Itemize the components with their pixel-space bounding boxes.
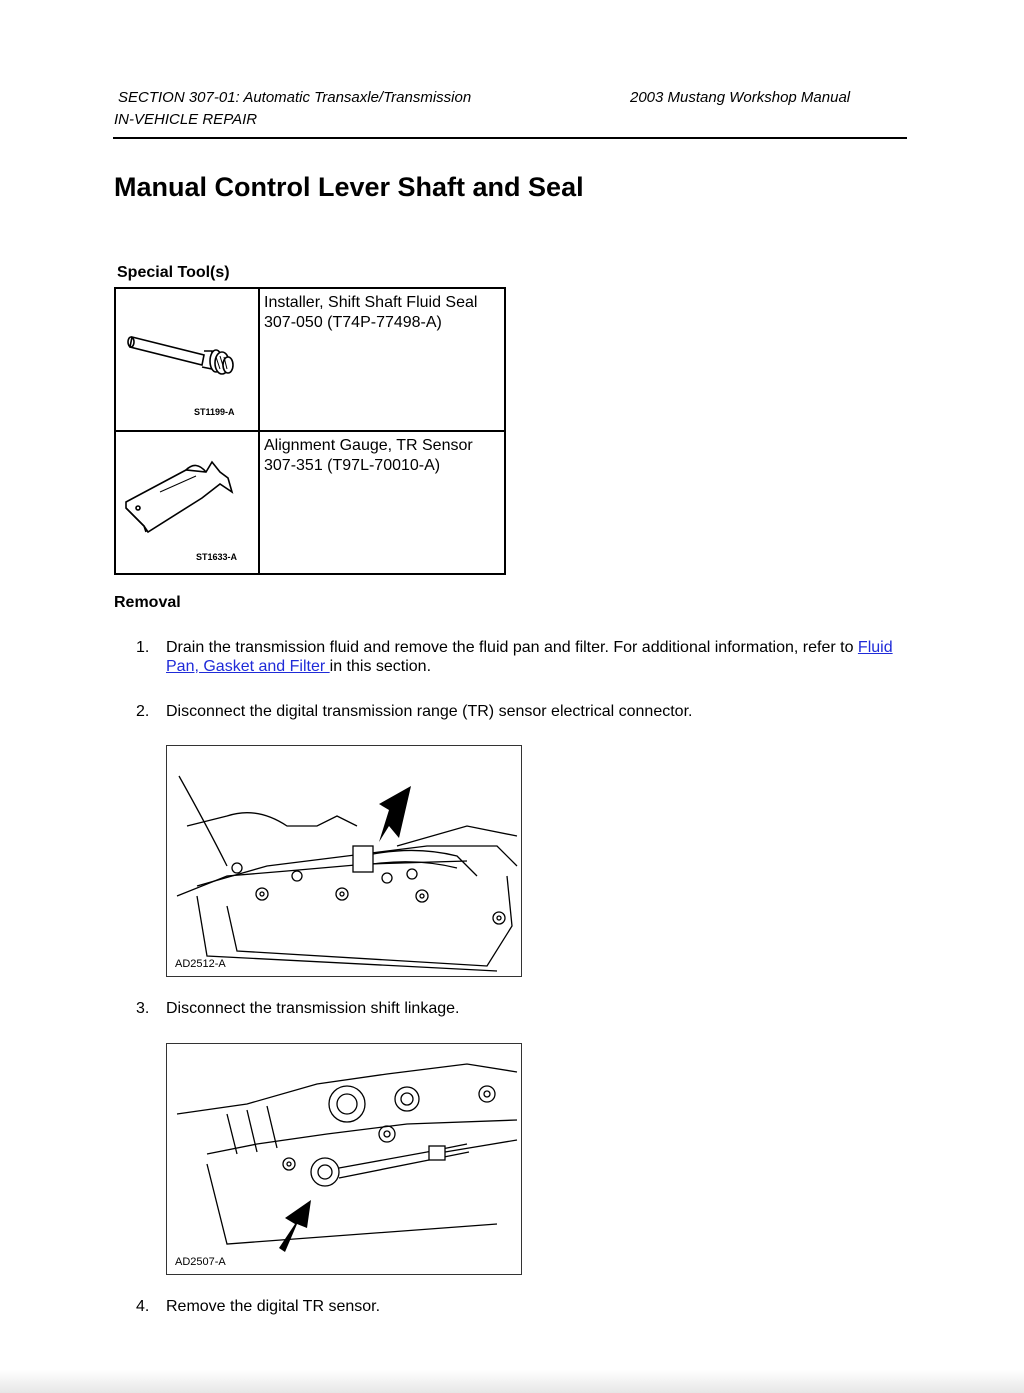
step-text: Disconnect the digital transmission range (TR) sensor electrical connector. [166,703,693,720]
tool-description-cell [259,288,505,431]
shift-linkage-illustration [167,1044,521,1274]
tool-name: Installer, Shift Shaft Fluid Seal [264,294,478,311]
tool-number: 307-351 (T97L-70010-A) [264,457,441,474]
tool-row [115,431,505,574]
seal-installer-tool-illustration [116,289,258,425]
step-text [166,638,901,676]
tr-connector-figure [166,745,522,977]
subsection-header: IN-VEHICLE REPAIR [114,111,258,128]
shift-linkage-figure [166,1043,522,1275]
tool-image-code: ST1633-A [196,552,238,562]
tool-number: 307-050 (T74P-77498-A) [264,314,442,331]
step-text-part: in this section. [329,658,432,675]
figure-code: AD2512-A [175,958,226,970]
page-bottom-shadow [0,1370,1024,1393]
fluid-pan-link[interactable]: Fluid Pan, Gasket and Filter [166,639,893,675]
special-tools-heading: Special Tool(s) [117,264,230,281]
removal-heading: Removal [114,594,181,611]
step-number: 2. [136,703,150,720]
tr-sensor-connector-illustration [167,746,521,976]
step-number: 1. [136,639,150,656]
header-divider [113,137,907,139]
tool-name: Alignment Gauge, TR Sensor [264,437,473,454]
tool-image-code: ST1199-A [194,407,235,417]
step-text: Remove the digital TR sensor. [166,1298,381,1315]
special-tools-table [114,287,506,575]
step-number: 4. [136,1298,150,1315]
step-text-part: Drain the transmission fluid and remove the fluid pan and filter. For additional information, refer to [166,639,858,656]
tool-image-cell [115,431,259,574]
tool-description-cell [259,431,505,574]
alignment-gauge-illustration [116,432,258,568]
callout-arrow-icon [279,1200,311,1252]
tool-row [115,288,505,431]
section-header: SECTION 307-01: Automatic Transaxle/Transmission [118,89,472,106]
page-title: Manual Control Lever Shaft and Seal [114,172,584,202]
step-text: Disconnect the transmission shift linkage. [166,1000,460,1017]
callout-arrow-icon [379,786,411,842]
figure-code: AD2507-A [175,1256,226,1268]
tool-image-cell [115,288,259,431]
manual-title: 2003 Mustang Workshop Manual [630,89,851,106]
step-number: 3. [136,1000,150,1017]
